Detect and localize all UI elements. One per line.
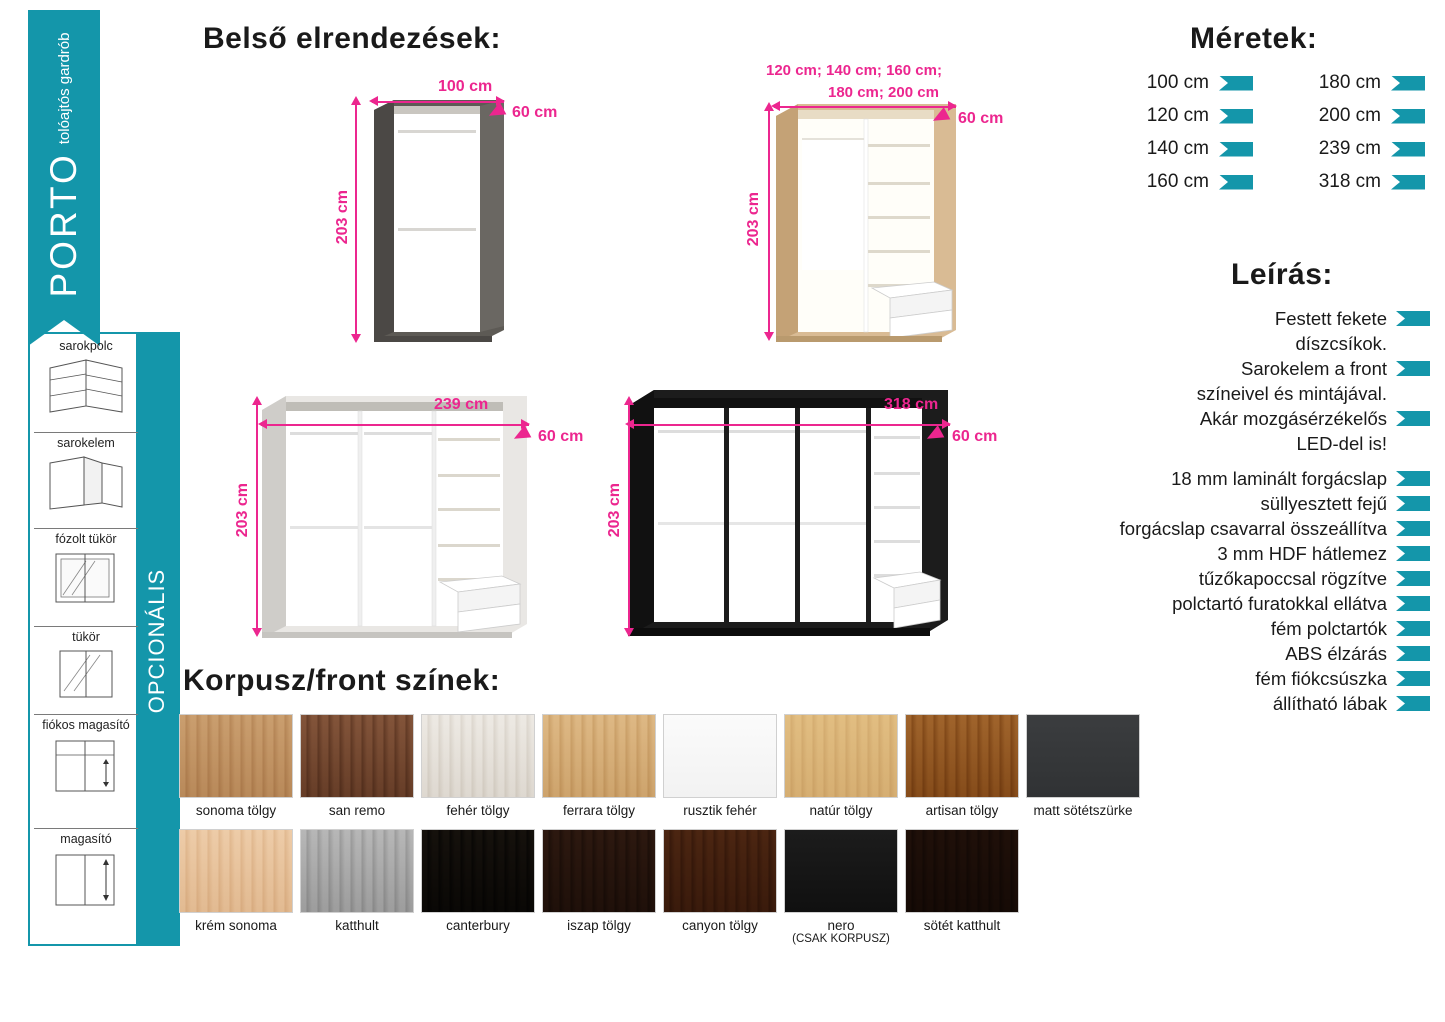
flag-marker-icon: [1396, 471, 1430, 486]
heading-inner-layouts: Belső elrendezések:: [203, 22, 501, 55]
flag-marker-icon: [1396, 646, 1430, 661]
flag-marker-icon: [1396, 546, 1430, 561]
description-text: süllyesztett fejű: [1260, 493, 1387, 514]
color-swatch-label: fehér tölgy: [446, 803, 510, 818]
dim-width-100: 100 cm: [438, 78, 493, 95]
size-value: 160 cm: [1146, 171, 1209, 192]
description-text: LED-del is!: [1296, 433, 1387, 454]
size-item: [1085, 138, 1253, 160]
description-item: [1217, 541, 1430, 566]
description-text: 3 mm HDF hátlemez: [1217, 543, 1387, 564]
color-swatch-label: nero: [827, 918, 855, 933]
color-swatch-label: canyon tölgy: [682, 918, 758, 933]
color-swatch-item: [541, 714, 657, 818]
description-text: fém polctartók: [1270, 618, 1387, 639]
optional-panel: [28, 332, 180, 946]
brand-subtitle: tolóajtós gardrób: [55, 32, 73, 145]
flag-marker-icon: [1396, 311, 1430, 326]
brand-banner: [28, 10, 100, 320]
description-list: [960, 306, 1430, 716]
heading-description: Leírás:: [1231, 258, 1333, 291]
color-swatch-label: sötét katthult: [923, 918, 1001, 933]
color-swatch: [179, 714, 293, 798]
wardrobe-illustration-100: [374, 100, 504, 350]
description-item: [1297, 431, 1430, 456]
dim-line-height-318: [628, 400, 630, 634]
size-value: 200 cm: [1318, 105, 1381, 126]
description-item: [1275, 306, 1430, 331]
corner-unit-icon: [46, 453, 126, 511]
dim-line-width-318: [628, 424, 950, 426]
dim-arrow-up: [351, 96, 361, 105]
color-swatch: [300, 714, 414, 798]
color-swatch-label: rusztik fehér: [683, 803, 757, 818]
color-swatch-item: [420, 829, 536, 945]
flag-marker-icon: [1396, 411, 1430, 426]
heading-sizes: Méretek:: [1190, 22, 1318, 55]
description-item: [1296, 331, 1431, 356]
color-swatch-item: [662, 714, 778, 818]
size-value: 140 cm: [1146, 138, 1209, 159]
dim-depth-200: 60 cm: [958, 110, 1004, 127]
size-item: [1085, 171, 1253, 193]
flag-marker-icon: [1391, 76, 1425, 91]
color-swatch-item: [299, 829, 415, 945]
color-swatch: [784, 714, 898, 798]
color-swatch-item: [904, 714, 1020, 818]
color-swatch: [905, 714, 1019, 798]
flag-marker-icon: [1396, 596, 1430, 611]
color-swatch-label: iszap tölgy: [567, 918, 631, 933]
color-swatch-item: [299, 714, 415, 818]
dim-height-239: 203 cm: [234, 483, 251, 538]
color-swatch-item: [783, 829, 899, 945]
flag-marker-icon: [1219, 175, 1253, 190]
description-item: [1271, 616, 1430, 641]
description-text: fém fiókcsúszka: [1255, 668, 1387, 689]
dim-arrow-up: [764, 102, 774, 111]
size-value: 239 cm: [1318, 138, 1381, 159]
dim-arrow-left: [258, 419, 267, 429]
color-swatch-label: artisan tölgy: [925, 803, 999, 818]
dim-line-height-200: [768, 106, 770, 338]
optional-item-magasito: [34, 829, 138, 944]
dim-arrow-up: [624, 396, 634, 405]
size-item: [1257, 138, 1425, 160]
brand-title: PORTO: [43, 152, 84, 298]
description-item: [1171, 466, 1430, 491]
dim-height-318: 203 cm: [606, 483, 623, 538]
sizes-list: [1085, 72, 1425, 193]
wardrobe-illustration-239: [262, 396, 527, 646]
color-swatch-label: katthult: [335, 918, 379, 933]
optional-item-sarokpolc: [34, 336, 138, 433]
dim-arrow-right: [942, 419, 951, 429]
size-item: [1085, 72, 1253, 94]
color-swatch: [300, 829, 414, 913]
color-row-2: [178, 829, 1143, 945]
beveled-mirror-icon: [46, 549, 126, 607]
dim-line-width-239: [261, 424, 529, 426]
dim-arrow-up: [252, 396, 262, 405]
optional-item-label: magasító: [60, 832, 112, 846]
color-swatch: [784, 829, 898, 913]
size-item: [1257, 105, 1425, 127]
description-text: állítható lábak: [1272, 693, 1387, 714]
optional-item-label: sarokelem: [57, 436, 115, 450]
dim-width-120-200-line2: 180 cm; 200 cm: [828, 84, 939, 101]
color-swatch: [542, 829, 656, 913]
description-item: [1285, 641, 1430, 666]
flag-marker-icon: [1219, 76, 1253, 91]
size-value: 120 cm: [1146, 105, 1209, 126]
dim-line-height-239: [256, 400, 258, 634]
description-text: Festett fekete: [1274, 308, 1387, 329]
dim-depth-318: 60 cm: [952, 428, 998, 445]
wardrobe-illustration-120-200: [776, 104, 956, 349]
dim-arrow-left: [369, 96, 378, 106]
size-item: [1085, 105, 1253, 127]
color-swatch: [663, 829, 777, 913]
color-swatch: [421, 714, 535, 798]
size-value: 180 cm: [1318, 72, 1381, 93]
color-swatch-label: canterbury: [446, 918, 510, 933]
dim-arrow-down: [624, 628, 634, 637]
dim-height-200: 203 cm: [745, 192, 762, 247]
flag-marker-icon: [1391, 109, 1425, 124]
flag-marker-icon: [1391, 142, 1425, 157]
color-swatch-label: krém sonoma: [195, 918, 277, 933]
flag-marker-icon: [1396, 621, 1430, 636]
brand-text-block: [28, 10, 100, 320]
color-swatch: [1026, 714, 1140, 798]
flag-marker-icon: [1396, 671, 1430, 686]
optional-item-label: tükör: [72, 630, 100, 644]
color-swatch: [542, 714, 656, 798]
color-swatch-label: san remo: [328, 803, 386, 818]
description-item: [1241, 356, 1430, 381]
color-swatch-label: sonoma tölgy: [195, 803, 277, 818]
flag-marker-icon: [1219, 142, 1253, 157]
optional-item-label: fózolt tükör: [55, 532, 117, 546]
heading-colors: Korpusz/front színek:: [183, 664, 501, 697]
optional-item-fiokos-magasito: [34, 715, 138, 829]
color-swatch-item: [783, 714, 899, 818]
color-swatch-label: natúr tölgy: [809, 803, 873, 818]
description-item: [1172, 591, 1430, 616]
color-swatch-label: matt sötétszürke: [1033, 803, 1133, 818]
flag-marker-icon: [1391, 175, 1425, 190]
size-item: [1257, 171, 1425, 193]
size-item: [1257, 72, 1425, 94]
optional-item-label: sarokpolc: [59, 339, 113, 353]
color-swatch: [663, 714, 777, 798]
flag-marker-icon: [1396, 361, 1430, 376]
description-item: [1255, 666, 1430, 691]
color-swatch-item: [662, 829, 778, 945]
flag-marker-icon: [1396, 571, 1430, 586]
optional-tab-label: OPCIONÁLIS: [144, 568, 169, 714]
optional-item-label: fiókos magasító: [42, 718, 130, 732]
color-swatch-item: [1025, 714, 1141, 818]
description-text: színeivel és mintájával.: [1196, 383, 1387, 404]
dim-depth-239: 60 cm: [538, 428, 584, 445]
optional-item-tukor: [34, 627, 138, 715]
size-value: 318 cm: [1318, 171, 1381, 192]
dim-arrow-down: [351, 334, 361, 343]
dim-width-239: 239 cm: [434, 396, 489, 413]
color-swatch: [905, 829, 1019, 913]
flag-marker-icon: [1219, 109, 1253, 124]
dim-line-width-100: [372, 101, 504, 103]
dim-height-100: 203 cm: [334, 190, 351, 245]
color-swatch: [421, 829, 535, 913]
dim-width-318: 318 cm: [884, 396, 939, 413]
description-text: díszcsíkok.: [1295, 333, 1387, 354]
color-swatch-item: [420, 714, 536, 818]
drawer-topbox-icon: [46, 735, 126, 797]
description-item: [1261, 491, 1430, 516]
description-text: Akár mozgásérzékelős: [1199, 408, 1387, 429]
optional-item-sarokelem: [34, 433, 138, 529]
optional-item-fozolt-tukor: [34, 529, 138, 627]
dim-line-width-200: [774, 106, 956, 108]
description-item: [1200, 406, 1430, 431]
flag-marker-icon: [1396, 496, 1430, 511]
size-value: 100 cm: [1146, 72, 1209, 93]
color-swatch-label: ferrara tölgy: [562, 803, 636, 818]
flag-marker-icon: [1396, 521, 1430, 536]
wardrobe-illustration-318: [628, 390, 948, 643]
description-text: Sarokelem a front: [1240, 358, 1387, 379]
dim-depth-100: 60 cm: [512, 104, 558, 121]
dim-arrow-left: [625, 419, 634, 429]
color-row-1: [178, 714, 1143, 818]
flag-marker-icon: [1396, 696, 1430, 711]
mirror-icon: [46, 647, 126, 701]
dim-arrow-down: [764, 332, 774, 341]
dim-arrow-down: [252, 628, 262, 637]
description-text: 18 mm laminált forgácslap: [1171, 468, 1387, 489]
description-text: polctartó furatokkal ellátva: [1172, 593, 1387, 614]
dim-width-120-200-line1: 120 cm; 140 cm; 160 cm;: [766, 62, 942, 79]
color-swatch-grid: [178, 714, 1143, 945]
color-swatch-item: [904, 829, 1020, 945]
description-text: ABS élzárás: [1285, 643, 1387, 664]
color-swatch-item: [178, 829, 294, 945]
dim-line-height-100: [355, 100, 357, 340]
dim-arrow-right: [948, 101, 957, 111]
description-item: [1120, 516, 1430, 541]
optional-tab: [136, 334, 178, 944]
description-item: [1199, 566, 1430, 591]
topbox-icon: [46, 849, 126, 911]
description-item: [1273, 691, 1430, 716]
description-item: [1197, 381, 1430, 406]
color-swatch-item: [178, 714, 294, 818]
description-text: forgácslap csavarral összeállítva: [1119, 518, 1387, 539]
color-swatch-item: [541, 829, 657, 945]
color-swatch-sublabel: (CSAK KORPUSZ): [792, 933, 890, 945]
color-swatch: [179, 829, 293, 913]
corner-shelf-icon: [46, 356, 126, 414]
description-text: tűzőkapoccsal rögzítve: [1198, 568, 1387, 589]
